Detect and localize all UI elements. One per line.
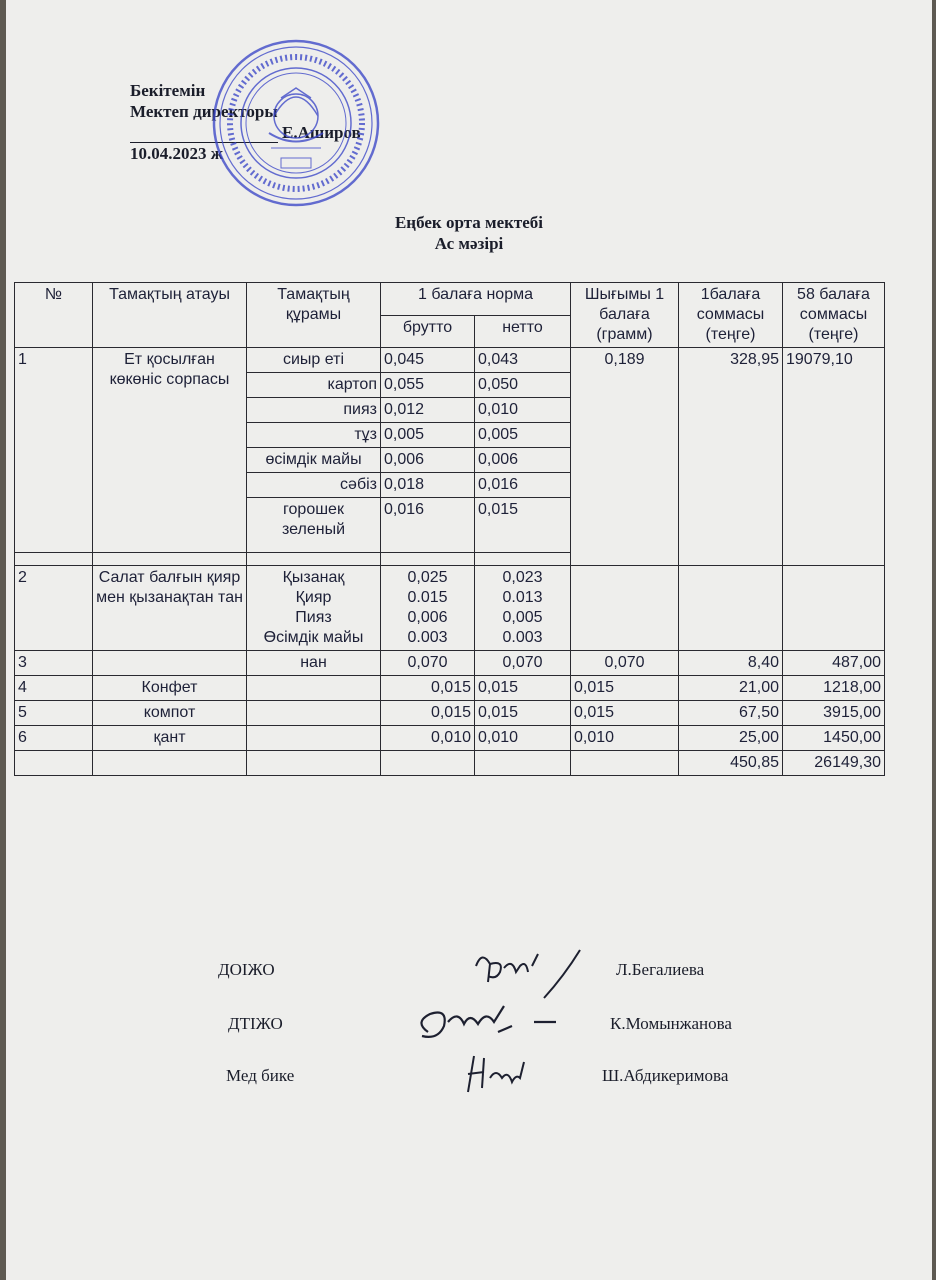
netto-list bbox=[475, 566, 571, 651]
row-num: 4 bbox=[15, 676, 93, 701]
composition bbox=[247, 726, 381, 751]
signature-name: Ш.Абдикеримова bbox=[602, 1066, 729, 1085]
total-cost-one: 450,85 bbox=[679, 751, 783, 776]
cost-one-value: 328,95 bbox=[679, 348, 783, 566]
cost-one-value: 25,00 bbox=[679, 726, 783, 751]
ingredient-name: өсімдік майы bbox=[247, 448, 381, 473]
empty-cell bbox=[93, 553, 247, 566]
menu-table bbox=[14, 282, 885, 776]
empty-cell bbox=[247, 553, 381, 566]
netto-value: 0,050 bbox=[475, 373, 571, 398]
brutto-value: 0.015 bbox=[407, 589, 448, 606]
cost-58-value: 1218,00 bbox=[783, 676, 885, 701]
signature-role: ДОІЖО bbox=[218, 960, 275, 979]
brutto-value: 0,010 bbox=[381, 726, 475, 751]
header-norm: 1 балаға норма bbox=[381, 283, 571, 316]
dish-name: Ет қосылған көкөніс сорпасы bbox=[93, 348, 247, 553]
ingredient-name: Қияр bbox=[295, 589, 332, 606]
table-row bbox=[15, 676, 885, 701]
brutto-list bbox=[381, 566, 475, 651]
empty-cell bbox=[475, 751, 571, 776]
dish-name bbox=[93, 651, 247, 676]
row-num: 1 bbox=[15, 348, 93, 553]
cost-58-value: 487,00 bbox=[783, 651, 885, 676]
ingredient-name: Пияз bbox=[295, 609, 332, 626]
ingredient-name: сиыр еті bbox=[247, 348, 381, 373]
brutto-value: 0,045 bbox=[381, 348, 475, 373]
ingredient-name: картоп bbox=[247, 373, 381, 398]
empty-cell bbox=[571, 566, 679, 651]
output-value: 0,015 bbox=[571, 701, 679, 726]
brutto-value: 0,006 bbox=[381, 448, 475, 473]
brutto-value: 0,015 bbox=[381, 676, 475, 701]
netto-value: 0,010 bbox=[475, 398, 571, 423]
empty-cell bbox=[247, 751, 381, 776]
empty-cell bbox=[15, 751, 93, 776]
cost-58-value: 1450,00 bbox=[783, 726, 885, 751]
output-value: 0,015 bbox=[571, 676, 679, 701]
empty-cell bbox=[679, 566, 783, 651]
netto-value: 0,006 bbox=[475, 448, 571, 473]
empty-cell bbox=[783, 566, 885, 651]
composition bbox=[247, 676, 381, 701]
brutto-value: 0,070 bbox=[381, 651, 475, 676]
row-num: 2 bbox=[15, 566, 93, 651]
empty-cell bbox=[93, 751, 247, 776]
handwritten-signature bbox=[408, 992, 568, 1052]
school-stamp bbox=[211, 38, 381, 208]
cost-58-value: 19079,10 bbox=[783, 348, 885, 566]
empty-cell bbox=[381, 553, 475, 566]
empty-cell bbox=[15, 553, 93, 566]
output-value: 0,070 bbox=[571, 651, 679, 676]
netto-value: 0,023 bbox=[502, 569, 543, 586]
table-row bbox=[15, 701, 885, 726]
netto-value: 0,015 bbox=[475, 676, 571, 701]
brutto-value: 0,012 bbox=[381, 398, 475, 423]
ingredient-name: Өсімдік майы bbox=[263, 629, 364, 646]
signature-role: ДТІЖО bbox=[228, 1014, 283, 1033]
netto-value: 0.003 bbox=[502, 629, 543, 646]
row-num: 6 bbox=[15, 726, 93, 751]
header-netto: нетто bbox=[475, 315, 571, 348]
netto-value: 0,005 bbox=[502, 609, 543, 626]
composition bbox=[247, 701, 381, 726]
document-page bbox=[6, 0, 932, 1280]
netto-value: 0,010 bbox=[475, 726, 571, 751]
table-row bbox=[15, 651, 885, 676]
header-brutto: брутто bbox=[381, 315, 475, 348]
cost-one-value: 67,50 bbox=[679, 701, 783, 726]
output-value: 0,189 bbox=[571, 348, 679, 566]
header-output: Шығымы 1 балаға (грамм) bbox=[571, 283, 679, 348]
header-num: № bbox=[15, 283, 93, 348]
approval-signer: Е.Аширов bbox=[282, 123, 361, 142]
empty-cell bbox=[571, 751, 679, 776]
ingredient-name: Қызанақ bbox=[282, 569, 345, 586]
document-heading bbox=[6, 212, 932, 254]
total-cost-58: 26149,30 bbox=[783, 751, 885, 776]
cost-58-value: 3915,00 bbox=[783, 701, 885, 726]
handwritten-signature bbox=[458, 1048, 548, 1098]
brutto-value: 0,005 bbox=[381, 423, 475, 448]
signature-row bbox=[6, 960, 932, 990]
ingredient-name: горошек зеленый bbox=[247, 498, 381, 553]
table-row bbox=[15, 566, 885, 651]
netto-value: 0.013 bbox=[502, 589, 543, 606]
ingredient-list bbox=[247, 566, 381, 651]
brutto-value: 0.003 bbox=[407, 629, 448, 646]
approval-date: 10.04.2023 ж bbox=[130, 144, 224, 163]
header-composition: Тамақтың құрамы bbox=[247, 283, 381, 348]
header-row bbox=[15, 283, 885, 316]
brutto-value: 0,018 bbox=[381, 473, 475, 498]
approval-line2: Мектеп директоры bbox=[130, 102, 278, 121]
dish-name: Салат балғын қияр мен қызанақтан тан bbox=[93, 566, 247, 651]
composition: нан bbox=[247, 651, 381, 676]
header-cost-58: 58 балаға соммасы (теңге) bbox=[783, 283, 885, 348]
output-value: 0,010 bbox=[571, 726, 679, 751]
row-num: 3 bbox=[15, 651, 93, 676]
brutto-value: 0,016 bbox=[381, 498, 475, 553]
empty-cell bbox=[381, 751, 475, 776]
row-num: 5 bbox=[15, 701, 93, 726]
brutto-value: 0,055 bbox=[381, 373, 475, 398]
cost-one-value: 8,40 bbox=[679, 651, 783, 676]
school-name: Еңбек орта мектебі bbox=[394, 213, 544, 232]
brutto-value: 0,006 bbox=[407, 609, 448, 626]
dish-name: қант bbox=[93, 726, 247, 751]
approval-line1: Бекітемін bbox=[130, 81, 206, 100]
signature-name: К.Момынжанова bbox=[610, 1014, 732, 1033]
menu-title: Ас мәзірі bbox=[434, 234, 504, 253]
netto-value: 0,016 bbox=[475, 473, 571, 498]
dish-name: Конфет bbox=[93, 676, 247, 701]
ingredient-name: тұз bbox=[247, 423, 381, 448]
netto-value: 0,015 bbox=[475, 701, 571, 726]
brutto-value: 0,025 bbox=[407, 569, 448, 586]
signature-name: Л.Бегалиева bbox=[616, 960, 705, 979]
header-dish: Тамақтың атауы bbox=[93, 283, 247, 348]
total-row bbox=[15, 751, 885, 776]
brutto-value: 0,015 bbox=[381, 701, 475, 726]
table-row bbox=[15, 348, 885, 373]
netto-value: 0,015 bbox=[475, 498, 571, 553]
signature-row bbox=[6, 1066, 932, 1096]
netto-value: 0,043 bbox=[475, 348, 571, 373]
signature-row bbox=[6, 1014, 932, 1044]
cost-one-value: 21,00 bbox=[679, 676, 783, 701]
table-row bbox=[15, 726, 885, 751]
ingredient-name: пияз bbox=[247, 398, 381, 423]
header-cost-one: 1балаға соммасы (теңге) bbox=[679, 283, 783, 348]
netto-value: 0,005 bbox=[475, 423, 571, 448]
dish-name: компот bbox=[93, 701, 247, 726]
signature-role: Мед бике bbox=[226, 1066, 295, 1085]
empty-cell bbox=[475, 553, 571, 566]
ingredient-name: сәбіз bbox=[247, 473, 381, 498]
netto-value: 0,070 bbox=[475, 651, 571, 676]
